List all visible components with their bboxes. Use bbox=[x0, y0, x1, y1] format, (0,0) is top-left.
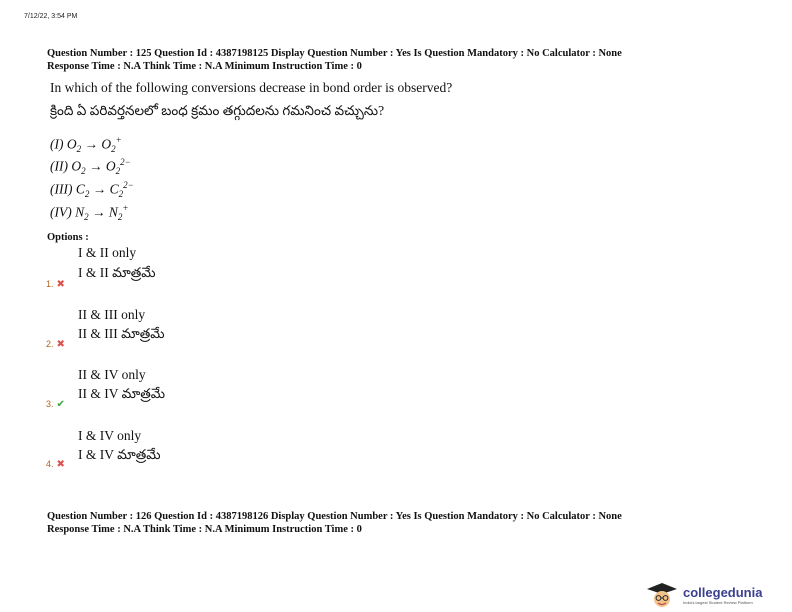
arrow-icon: → bbox=[88, 158, 103, 174]
brand-tagline: India's largest Student Review Platform bbox=[683, 600, 753, 605]
question-text-english: In which of the following conversions decrease in bond order is observed? bbox=[50, 80, 453, 95]
option-number: 1. bbox=[46, 279, 54, 289]
option-number: 4. bbox=[46, 459, 54, 469]
conversion-from: O bbox=[71, 158, 82, 174]
question-meta-line1: Question Number : 125 Question Id : 4387198125 Display Question Number : Yes Is Question Mandatory : No Calculator : None bbox=[47, 48, 622, 59]
conversion-item: (II) $O_2 \to O_2^{2-}$ bbox=[50, 157, 131, 177]
next-question-meta-line2: Response Time : N.A Think Time : N.A Minimum Instruction Time : 0 bbox=[47, 524, 362, 535]
conversion-to: O bbox=[105, 158, 116, 174]
question-meta-line2: Response Time : N.A Think Time : N.A Minimum Instruction Time : 0 bbox=[47, 61, 362, 72]
mascot-logo-icon bbox=[645, 582, 679, 610]
conversion-label: (II) bbox=[50, 158, 68, 174]
arrow-icon: → bbox=[84, 136, 98, 152]
option-3[interactable] bbox=[46, 399, 65, 410]
conversion-label: (III) bbox=[50, 181, 73, 197]
conversion-item: (I) $O_2 \to O_2^+$ bbox=[50, 135, 122, 155]
conversion-to: O bbox=[101, 136, 112, 152]
option-3-telugu: II & IV మాత్రమే bbox=[78, 386, 166, 401]
check-icon: ✔ bbox=[56, 399, 65, 410]
conversion-from: O bbox=[66, 136, 77, 152]
conversion-to: C bbox=[109, 181, 119, 197]
option-1-english: I & II only bbox=[78, 245, 137, 260]
conversion-item: (III) $C_2 \to C_2^{2-}$ bbox=[50, 180, 134, 200]
conversion-from: N bbox=[75, 204, 85, 220]
question-text-telugu: క్రింది ఏ పరివర్తనలలో బంధ క్రమం తగ్గుదలను గమనించ వచ్చును? bbox=[50, 103, 385, 118]
option-1-telugu: I & II మాత్రమే bbox=[78, 265, 156, 280]
option-4-english: I & IV only bbox=[78, 428, 142, 443]
next-question-meta-line1: Question Number : 126 Question Id : 4387198126 Display Question Number : Yes Is Question Mandatory : No Calculator : None bbox=[47, 511, 622, 522]
arrow-icon: → bbox=[92, 181, 107, 197]
conversion-item: (IV) $N_2 \to N_2^+$ bbox=[50, 203, 129, 223]
option-2-telugu: II & III మాత్రమే bbox=[78, 326, 165, 341]
option-number: 2. bbox=[46, 339, 54, 349]
print-timestamp: 7/12/22, 3:54 PM bbox=[24, 13, 78, 20]
conversion-label: (IV) bbox=[50, 204, 72, 220]
option-1[interactable] bbox=[46, 279, 65, 290]
cross-icon: ✖ bbox=[56, 459, 65, 470]
arrow-icon: → bbox=[92, 204, 106, 220]
options-label: Options : bbox=[47, 232, 89, 243]
option-3-english: II & IV only bbox=[78, 367, 146, 382]
option-number: 3. bbox=[46, 399, 54, 409]
conversion-from: C bbox=[75, 181, 85, 197]
option-4-telugu: I & IV మాత్రమే bbox=[78, 447, 161, 462]
cross-icon: ✖ bbox=[56, 339, 65, 350]
option-2[interactable] bbox=[46, 339, 65, 350]
option-2-english: II & III only bbox=[78, 307, 146, 322]
conversion-to: N bbox=[108, 204, 118, 220]
option-4[interactable] bbox=[46, 459, 65, 470]
cross-icon: ✖ bbox=[56, 279, 65, 290]
brand-logo-text: collegedunia bbox=[683, 585, 763, 600]
conversion-label: (I) bbox=[50, 136, 64, 152]
